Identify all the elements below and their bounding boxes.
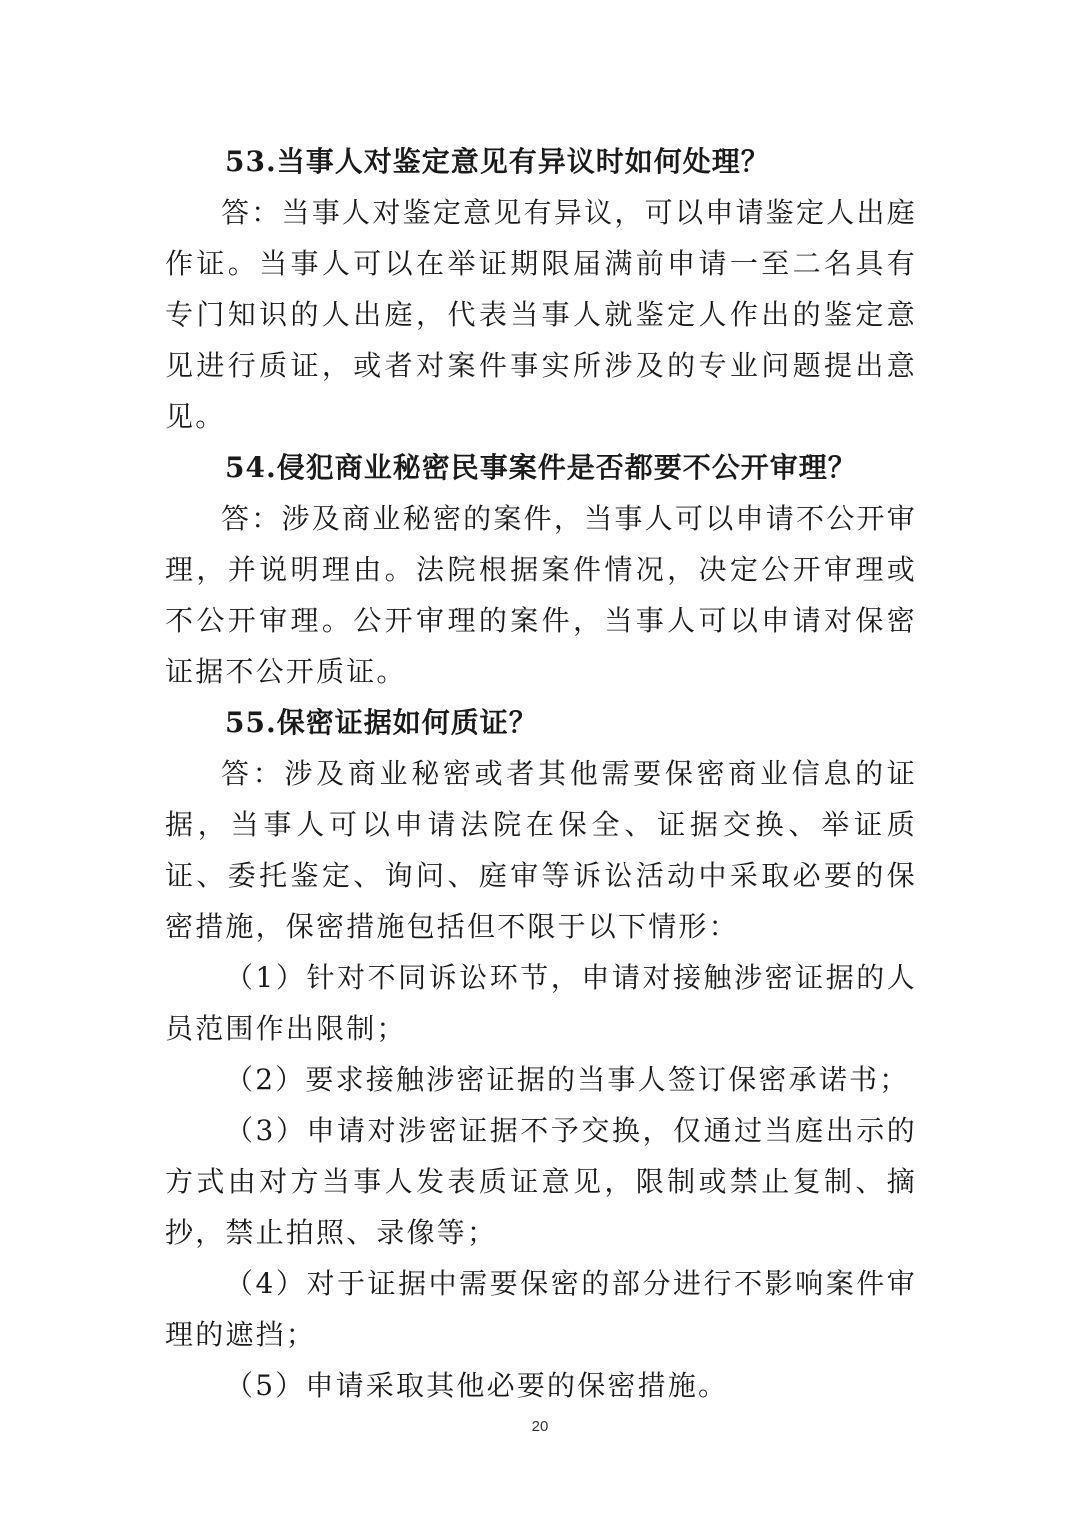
measure-item-3: （3）申请对涉密证据不予交换，仅通过当庭出示的方式由对方当事人发表质证意见，限制或禁止复制、摘抄，禁止拍照、录像等； — [165, 1114, 917, 1249]
question-53-heading: 53.当事人对鉴定意见有异议时如何处理？ — [225, 145, 770, 178]
answer-53-paragraph: 答：当事人对鉴定意见有异议，可以申请鉴定人出庭作证。当事人可以在举证期限届满前申请一至二名具有专门知识的人出庭，代表当事人就鉴定人作出的鉴定意见进行质证，或者对案件事实所涉及的专业问题提出意见。 — [165, 196, 917, 433]
document-page — [165, 136, 917, 1411]
page-number: 20 — [531, 1418, 549, 1435]
measure-item-5: （5）申请采取其他必要的保密措施。 — [225, 1369, 729, 1402]
measure-item-4: （4）对于证据中需要保密的部分进行不影响案件审理的遮挡； — [165, 1267, 917, 1351]
measure-item-2: （2）要求接触涉密证据的当事人签订保密承诺书； — [225, 1063, 910, 1096]
measure-item-1: （1）针对不同诉讼环节，申请对接触涉密证据的人员范围作出限制； — [165, 961, 917, 1045]
answer-54-paragraph: 答：涉及商业秘密的案件，当事人可以申请不公开审理，并说明理由。法院根据案件情况，决定公开审理或不公开审理。公开审理的案件，当事人可以申请对保密证据不公开质证。 — [165, 502, 917, 688]
question-54-heading: 54.侵犯商业秘密民事案件是否都要不公开审理？ — [225, 451, 857, 484]
answer-55-paragraph: 答：涉及商业秘密或者其他需要保密商业信息的证据，当事人可以申请法院在保全、证据交换、举证质证、委托鉴定、询问、庭审等诉讼活动中采取必要的保密措施，保密措施包括但不限于以下情形： — [165, 757, 917, 943]
question-55-heading: 55.保密证据如何质证？ — [225, 706, 538, 739]
